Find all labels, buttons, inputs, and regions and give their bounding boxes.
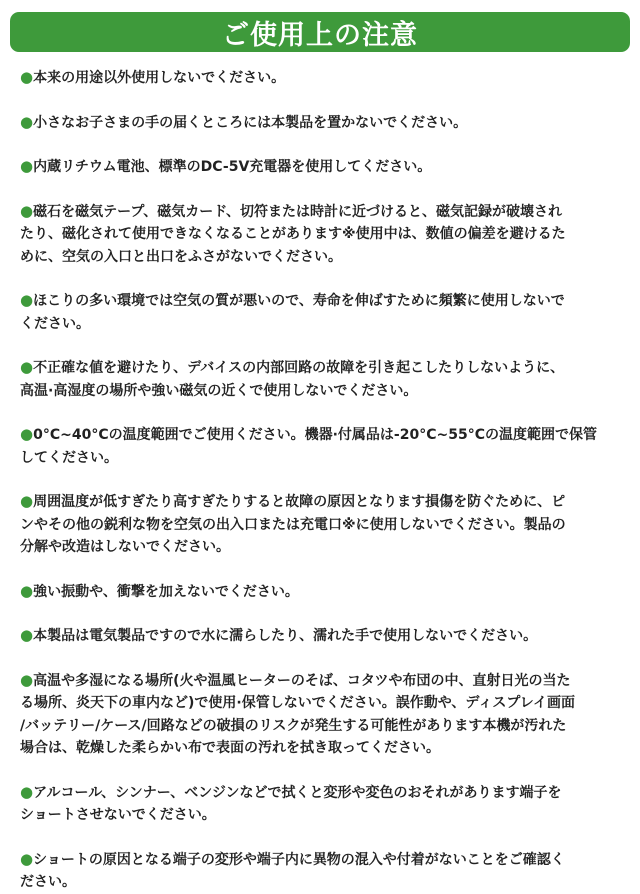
- caution-text: 0°C~40°Cの温度範囲でご使用ください。機器·付属品は-20°C~55°Cの温度範囲で保管: [33, 427, 597, 443]
- caution-text-line: [20, 356, 620, 380]
- caution-item: [20, 669, 620, 760]
- caution-text: ほこりの多い環境では空気の質が悪いので、寿命を伸ばすために頻繁に使用しないで: [33, 293, 565, 309]
- caution-text-line: [20, 223, 620, 246]
- caution-text: ショートさせないでください。: [20, 807, 216, 823]
- caution-text-line: [20, 200, 620, 224]
- caution-text: たり、磁化されて使用できなくなることがあります※使用中は、数値の偏差を避けるた: [20, 226, 566, 242]
- caution-text-line: [20, 490, 620, 514]
- bullet-icon: ●: [20, 670, 34, 689]
- caution-text: 不正確な値を避けたり、デバイスの内部回路の故障を引き起こしたりしないように、: [33, 360, 565, 376]
- bullet-icon: ●: [20, 626, 34, 644]
- caution-text: 高温·高湿度の場所や強い磁気の近くで使用しないでください。: [20, 382, 418, 399]
- bullet-icon: ●: [20, 782, 34, 801]
- bullet-icon: ●: [20, 849, 34, 868]
- caution-text: 場合は、乾燥した柔らかい布で表面の汚れを拭き取ってください。: [20, 740, 440, 756]
- caution-text: してください。: [20, 449, 118, 466]
- caution-list: [20, 66, 620, 894]
- caution-item: [20, 848, 620, 894]
- caution-item: [20, 580, 620, 604]
- bullet-icon: ●: [20, 157, 34, 175]
- caution-text-line: [20, 804, 620, 827]
- caution-item: [20, 200, 620, 269]
- caution-item: [20, 289, 620, 335]
- caution-item: [20, 66, 620, 90]
- caution-item: [20, 781, 620, 827]
- caution-text-line: [20, 423, 620, 447]
- caution-text-line: [20, 380, 620, 403]
- bullet-icon: ●: [20, 291, 34, 309]
- caution-text-line: [20, 624, 620, 648]
- caution-text: アルコール、シンナー、ベンジンなどで拭くと変形や変色のおそれがあります端子を: [33, 784, 562, 801]
- caution-text: 周囲温度が低すぎたり高すぎたりすると故障の原因となります損傷を防ぐために、ピ: [33, 494, 566, 510]
- caution-text: /バッテリー/ケース/回路などの破損のリスクが発生する可能性があります本機が汚れた: [20, 717, 567, 734]
- caution-text-line: [20, 692, 620, 715]
- caution-text-line: [20, 536, 620, 559]
- caution-item: [20, 624, 620, 648]
- caution-item: [20, 111, 620, 135]
- caution-text-line: [20, 66, 620, 90]
- caution-text-line: [20, 313, 620, 336]
- bullet-icon: ●: [20, 581, 34, 600]
- caution-item: [20, 423, 620, 469]
- caution-text: めに、空気の入口と出口をふさがないでください。: [20, 248, 342, 265]
- caution-text: 内蔵リチウム電池、標準のDC-5V充電器を使用してください。: [33, 159, 432, 175]
- caution-text-line: [20, 848, 620, 872]
- caution-text-line: [20, 514, 620, 537]
- bullet-icon: ●: [20, 358, 34, 376]
- caution-text-line: [20, 737, 620, 760]
- caution-text-line: [20, 871, 620, 894]
- caution-text-line: [20, 781, 620, 805]
- caution-text-line: [20, 289, 620, 313]
- caution-text-line: [20, 111, 620, 135]
- bullet-icon: ●: [20, 492, 34, 510]
- bullet-icon: ●: [20, 68, 34, 86]
- caution-text: ください。: [20, 315, 90, 332]
- caution-text: 本製品は電気製品ですので水に濡らしたり、濡れた手で使用しないでください。: [33, 628, 538, 644]
- caution-item: [20, 356, 620, 402]
- caution-text-line: [20, 246, 620, 269]
- caution-text: 本来の用途以外使用しないでください。: [33, 70, 286, 86]
- caution-text-line: [20, 447, 620, 470]
- caution-item: [20, 490, 620, 559]
- caution-text: 磁石を磁気テープ、磁気カード、切符または時計に近づけると、磁気記録が破壊され: [33, 203, 563, 220]
- caution-item: [20, 155, 620, 179]
- caution-text: 分解や改造はしないでください。: [20, 539, 230, 555]
- caution-text-line: [20, 155, 620, 179]
- caution-text: 小さなお子さまの手の届くところには本製品を置かないでください。: [33, 114, 468, 131]
- bullet-icon: ●: [20, 112, 34, 131]
- bullet-icon: ●: [20, 425, 34, 443]
- caution-text-line: [20, 715, 620, 738]
- title-banner: [10, 12, 630, 52]
- caution-text: ださい。: [20, 874, 76, 890]
- caution-text: る場所、炎天下の車内など)で使用·保管しないでください。誤作動や、ディスプレイ画面: [20, 695, 576, 711]
- caution-text: ショートの原因となる端子の変形や端子内に異物の混入や付着がないことをご確認く: [33, 851, 565, 868]
- bullet-icon: ●: [20, 201, 34, 220]
- page-title: ご使用上の注意: [222, 19, 418, 51]
- caution-text-line: [20, 669, 620, 693]
- caution-text: 強い振動や、衝撃を加えないでください。: [33, 583, 299, 600]
- caution-text: ンやその他の鋭利な物を空気の出入口または充電口※に使用しないでください。製品の: [20, 516, 566, 533]
- caution-text: 高温や多湿になる場所(火や温風ヒーターのそば、コタツや布団の中、直射日光の当た: [33, 672, 571, 689]
- caution-text-line: [20, 580, 620, 604]
